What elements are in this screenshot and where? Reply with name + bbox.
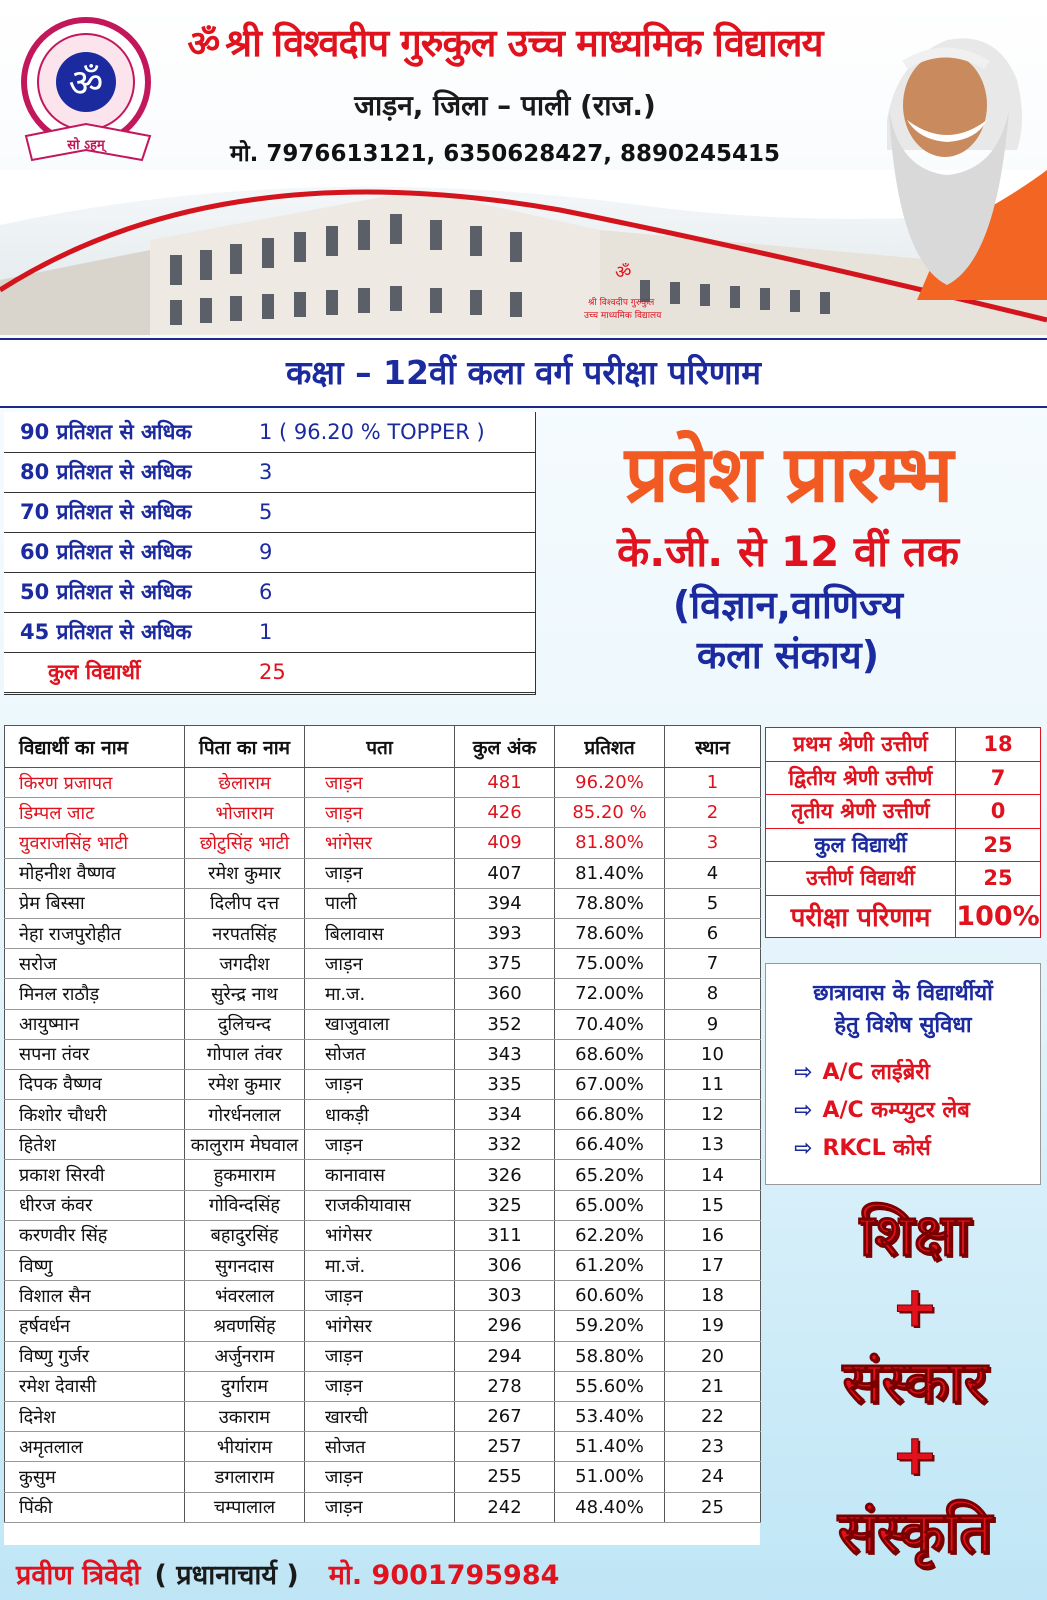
- pct-value: 5: [259, 492, 536, 532]
- father-name: रमेश कुमार: [185, 1069, 305, 1099]
- total-marks: 267: [455, 1401, 555, 1431]
- table-row-total: [4, 652, 536, 692]
- summary-label: परीक्षा परिणाम: [766, 895, 956, 937]
- total-marks: 257: [455, 1432, 555, 1462]
- table-row: [5, 949, 761, 979]
- pct-label: 45 प्रतिशत से अधिक: [4, 612, 259, 652]
- rank: 25: [665, 1492, 761, 1522]
- percentage: 66.80%: [555, 1100, 665, 1130]
- guru-portrait-image: [827, 0, 1047, 300]
- summary-value: 7: [956, 761, 1041, 795]
- percentage: 48.40%: [555, 1492, 665, 1522]
- footer: [16, 1555, 776, 1592]
- admission-faculties-2: कला संकाय): [696, 633, 880, 677]
- student-name: प्रकाश सिरवी: [5, 1160, 185, 1190]
- student-address: जाड़न: [305, 1341, 455, 1371]
- summary-value: 25: [956, 862, 1041, 896]
- student-address: जाड़न: [305, 858, 455, 888]
- table-row: [5, 888, 761, 918]
- table-row: [5, 1251, 761, 1281]
- table-row: [5, 828, 761, 858]
- father-name: दुर्गाराम: [185, 1371, 305, 1401]
- arrow-right-icon: ⇨: [794, 1098, 813, 1123]
- percentage: 58.80%: [555, 1341, 665, 1371]
- summary-row: [766, 862, 1041, 896]
- principal-role: ( प्रधानाचार्य ): [154, 1560, 299, 1591]
- student-name: विष्णु गुर्जर: [5, 1341, 185, 1371]
- table-row: [5, 1492, 761, 1522]
- father-name: छेलाराम: [185, 768, 305, 798]
- student-name: सपना तंवर: [5, 1039, 185, 1069]
- student-name: नेहा राजपुरोहीत: [5, 918, 185, 948]
- hostel-title-1: छात्रावास के विद्यार्थीयों: [813, 981, 993, 1006]
- table-row: [4, 492, 536, 532]
- total-marks: 481: [455, 768, 555, 798]
- list-item: [794, 1054, 1040, 1092]
- principal-phone: मो. 9001795984: [328, 1560, 560, 1591]
- total-marks: 375: [455, 949, 555, 979]
- table-row: [4, 612, 536, 652]
- percentage: 70.40%: [555, 1009, 665, 1039]
- student-address: बिलावास: [305, 918, 455, 948]
- table-row: [4, 532, 536, 572]
- motto-culture: संस्कृति: [837, 1498, 993, 1566]
- student-address: जाड़न: [305, 798, 455, 828]
- rank: 1: [665, 768, 761, 798]
- total-marks: 335: [455, 1069, 555, 1099]
- rank: 20: [665, 1341, 761, 1371]
- rank: 11: [665, 1069, 761, 1099]
- col-marks: कुल अंक: [455, 726, 555, 768]
- father-name: श्रवणसिंह: [185, 1311, 305, 1341]
- summary-value: 100%: [956, 895, 1041, 937]
- percentage: 59.20%: [555, 1311, 665, 1341]
- student-name: किरण प्रजापत: [5, 768, 185, 798]
- school-address: जाड़न, जिला – पाली (राज.): [354, 89, 656, 122]
- pct-label: 50 प्रतिशत से अधिक: [4, 572, 259, 612]
- motto-education: शिक्षा: [859, 1201, 971, 1269]
- student-address: जाड़न: [305, 1069, 455, 1099]
- col-percent: प्रतिशत: [555, 726, 665, 768]
- student-name: सरोज: [5, 949, 185, 979]
- percentage: 62.20%: [555, 1220, 665, 1250]
- student-address: जाड़न: [305, 949, 455, 979]
- total-marks: 360: [455, 979, 555, 1009]
- father-name: कालुराम मेघवाल: [185, 1130, 305, 1160]
- percentage: 96.20%: [555, 768, 665, 798]
- father-name: डगलाराम: [185, 1462, 305, 1492]
- total-marks: 352: [455, 1009, 555, 1039]
- student-name: करणवीर सिंह: [5, 1220, 185, 1250]
- rank: 21: [665, 1371, 761, 1401]
- principal-name: प्रवीण त्रिवेदी: [16, 1560, 141, 1591]
- arrow-right-icon: ⇨: [794, 1136, 813, 1161]
- student-address: भांगेसर: [305, 828, 455, 858]
- plus-icon: +: [891, 1423, 939, 1488]
- motto: [790, 1195, 1040, 1575]
- father-name: सुरेन्द्र नाथ: [185, 979, 305, 1009]
- total-marks: 303: [455, 1281, 555, 1311]
- father-name: भोजाराम: [185, 798, 305, 828]
- student-address: सोजत: [305, 1039, 455, 1069]
- father-name: गोपाल तंवर: [185, 1039, 305, 1069]
- table-row: [5, 1160, 761, 1190]
- total-marks: 394: [455, 888, 555, 918]
- total-marks: 255: [455, 1462, 555, 1492]
- student-name: दिनेश: [5, 1401, 185, 1431]
- total-marks: 325: [455, 1190, 555, 1220]
- school-name: [160, 16, 850, 68]
- student-name: युवराजसिंह भाटी: [5, 828, 185, 858]
- total-marks: 426: [455, 798, 555, 828]
- student-name: विष्णु: [5, 1251, 185, 1281]
- student-name: पिंकी: [5, 1492, 185, 1522]
- summary-label: तृतीय श्रेणी उत्तीर्ण: [766, 795, 956, 829]
- student-name: कुसुम: [5, 1462, 185, 1492]
- percentage: 78.80%: [555, 888, 665, 918]
- pct-value: 6: [259, 572, 536, 612]
- percentage: 78.60%: [555, 918, 665, 948]
- summary-label: उत्तीर्ण विद्यार्थी: [766, 862, 956, 896]
- father-name: सुगनदास: [185, 1251, 305, 1281]
- rank: 4: [665, 858, 761, 888]
- rank: 3: [665, 828, 761, 858]
- total-marks: 334: [455, 1100, 555, 1130]
- student-address: सोजत: [305, 1432, 455, 1462]
- father-name: बहादुरसिंह: [185, 1220, 305, 1250]
- summary-row-result: [766, 895, 1041, 937]
- student-name: हर्षवर्धन: [5, 1311, 185, 1341]
- father-name: छोटुसिंह भाटी: [185, 828, 305, 858]
- percentage: 81.80%: [555, 828, 665, 858]
- list-item: [794, 1130, 1040, 1168]
- rank: 22: [665, 1401, 761, 1431]
- summary-label: द्वितीय श्रेणी उत्तीर्ण: [766, 761, 956, 795]
- summary-label: प्रथम श्रेणी उत्तीर्ण: [766, 728, 956, 762]
- result-title: कक्षा – 12वीं कला वर्ग परीक्षा परिणाम: [0, 338, 1047, 408]
- rank: 13: [665, 1130, 761, 1160]
- pct-value: 3: [259, 452, 536, 492]
- pct-label: 70 प्रतिशत से अधिक: [4, 492, 259, 532]
- student-name: डिम्पल जाट: [5, 798, 185, 828]
- rank: 18: [665, 1281, 761, 1311]
- total-marks: 306: [455, 1251, 555, 1281]
- table-row: [5, 1401, 761, 1431]
- table-row: [5, 798, 761, 828]
- total-marks: 278: [455, 1371, 555, 1401]
- father-name: भीयांराम: [185, 1432, 305, 1462]
- motto-values: संस्कार: [842, 1348, 988, 1416]
- rank: 2: [665, 798, 761, 828]
- father-name: उकाराम: [185, 1401, 305, 1431]
- percentage: 55.60%: [555, 1371, 665, 1401]
- student-address: कानावास: [305, 1160, 455, 1190]
- percentage: 60.60%: [555, 1281, 665, 1311]
- table-row: [4, 452, 536, 492]
- student-address: जाड़न: [305, 1462, 455, 1492]
- student-name: अमृतलाल: [5, 1432, 185, 1462]
- percentage: 66.40%: [555, 1130, 665, 1160]
- table-row: [5, 1311, 761, 1341]
- summary-value: 0: [956, 795, 1041, 829]
- student-name: प्रेम बिस्सा: [5, 888, 185, 918]
- table-row: [5, 918, 761, 948]
- logo-band-text: सो ऽहम्: [67, 138, 105, 153]
- total-marks: 294: [455, 1341, 555, 1371]
- rank: 16: [665, 1220, 761, 1250]
- table-header-row: [5, 726, 761, 768]
- percentage: 68.60%: [555, 1039, 665, 1069]
- father-name: जगदीश: [185, 949, 305, 979]
- plus-icon: +: [891, 1275, 939, 1340]
- pct-value: 25: [259, 652, 536, 692]
- list-item: [794, 1092, 1040, 1130]
- students-table-body: [5, 768, 761, 1523]
- table-row: [5, 1190, 761, 1220]
- total-marks: 393: [455, 918, 555, 948]
- hostel-facilities: [765, 963, 1041, 1185]
- table-row: [5, 1371, 761, 1401]
- header: [0, 0, 1047, 335]
- table-row: [5, 1100, 761, 1130]
- total-marks: 332: [455, 1130, 555, 1160]
- pct-value: 9: [259, 532, 536, 572]
- rank: 17: [665, 1251, 761, 1281]
- pct-label: कुल विद्यार्थी: [4, 652, 259, 692]
- total-marks: 326: [455, 1160, 555, 1190]
- pct-label: 60 प्रतिशत से अधिक: [4, 532, 259, 572]
- percentage: 51.40%: [555, 1432, 665, 1462]
- rank: 14: [665, 1160, 761, 1190]
- table-row: [5, 1462, 761, 1492]
- students-table-container: [4, 725, 760, 1545]
- total-marks: 407: [455, 858, 555, 888]
- table-row: [4, 572, 536, 612]
- student-address: खारची: [305, 1401, 455, 1431]
- percentage: 65.00%: [555, 1190, 665, 1220]
- table-row: [5, 1039, 761, 1069]
- student-address: राजकीयावास: [305, 1190, 455, 1220]
- father-name: गोविन्दसिंह: [185, 1190, 305, 1220]
- percentage: 67.00%: [555, 1069, 665, 1099]
- father-name: चम्पालाल: [185, 1492, 305, 1522]
- pct-label: 90 प्रतिशत से अधिक: [4, 412, 259, 452]
- col-father: पिता का नाम: [185, 726, 305, 768]
- student-name: मिनल राठौड़: [5, 979, 185, 1009]
- admission-title: प्रवेश प्रारम्भ: [624, 430, 952, 520]
- admission-notice: [548, 430, 1028, 680]
- summary-row: [766, 761, 1041, 795]
- rank: 6: [665, 918, 761, 948]
- table-row: [5, 1341, 761, 1371]
- percentage: 51.00%: [555, 1462, 665, 1492]
- pct-value: 1: [259, 612, 536, 652]
- table-row: [5, 979, 761, 1009]
- total-marks: 311: [455, 1220, 555, 1250]
- students-table: [4, 725, 761, 1523]
- rank: 15: [665, 1190, 761, 1220]
- student-name: धीरज कंवर: [5, 1190, 185, 1220]
- student-name: आयुष्मान: [5, 1009, 185, 1039]
- percentage: 75.00%: [555, 949, 665, 979]
- percentage: 61.20%: [555, 1251, 665, 1281]
- summary-row: [766, 728, 1041, 762]
- pct-value: 1 ( 96.20 % TOPPER ): [259, 412, 536, 452]
- percentage: 65.20%: [555, 1160, 665, 1190]
- building-caption-1: श्री विश्वदीप गुरुकुल: [588, 298, 655, 308]
- summary-row: [766, 828, 1041, 862]
- student-name: रमेश देवासी: [5, 1371, 185, 1401]
- admission-faculties-1: (विज्ञान,वाणिज्य: [672, 583, 904, 627]
- school-logo: [18, 16, 158, 164]
- student-address: मा.ज.: [305, 979, 455, 1009]
- student-address: मा.जं.: [305, 1251, 455, 1281]
- student-address: पाली: [305, 888, 455, 918]
- summary-row: [766, 795, 1041, 829]
- student-address: भांगेसर: [305, 1220, 455, 1250]
- student-name: विशाल सैन: [5, 1281, 185, 1311]
- hostel-list: [766, 1054, 1040, 1168]
- percentage: 85.20 %: [555, 798, 665, 828]
- admission-classes: के.जी. से 12 वीं तक: [617, 527, 959, 576]
- student-name: दिपक वैष्णव: [5, 1069, 185, 1099]
- rank: 24: [665, 1462, 761, 1492]
- pct-label: 80 प्रतिशत से अधिक: [4, 452, 259, 492]
- om-icon: ॐ: [187, 24, 220, 65]
- col-address: पता: [305, 726, 455, 768]
- arrow-right-icon: ⇨: [794, 1060, 813, 1085]
- hostel-item-label: A/C लाईब्रेरी: [822, 1060, 930, 1085]
- col-rank: स्थान: [665, 726, 761, 768]
- student-address: खाजुवाला: [305, 1009, 455, 1039]
- rank: 12: [665, 1100, 761, 1130]
- table-row: [5, 858, 761, 888]
- rank: 19: [665, 1311, 761, 1341]
- school-phones: मो. 7976613121, 6350628427, 8890245415: [229, 141, 781, 167]
- student-address: जाड़न: [305, 1130, 455, 1160]
- rank: 10: [665, 1039, 761, 1069]
- student-address: जाड़न: [305, 1281, 455, 1311]
- father-name: दुलिचन्द: [185, 1009, 305, 1039]
- student-address: जाड़न: [305, 1492, 455, 1522]
- total-marks: 296: [455, 1311, 555, 1341]
- hostel-item-label: A/C कम्प्युटर लेब: [822, 1098, 970, 1123]
- table-row: [5, 1130, 761, 1160]
- rank: 9: [665, 1009, 761, 1039]
- summary-value: 25: [956, 828, 1041, 862]
- table-row: [4, 412, 536, 452]
- total-marks: 242: [455, 1492, 555, 1522]
- student-address: जाड़न: [305, 768, 455, 798]
- table-row: [5, 1069, 761, 1099]
- summary-label: कुल विद्यार्थी: [766, 828, 956, 862]
- rank: 23: [665, 1432, 761, 1462]
- father-name: रमेश कुमार: [185, 858, 305, 888]
- rank: 5: [665, 888, 761, 918]
- percentage: 81.40%: [555, 858, 665, 888]
- father-name: हुकमाराम: [185, 1160, 305, 1190]
- percentage: 53.40%: [555, 1401, 665, 1431]
- percent-distribution-table: [4, 412, 536, 693]
- col-name: विद्यार्थी का नाम: [5, 726, 185, 768]
- percentage: 72.00%: [555, 979, 665, 1009]
- hostel-title-2: हेतु विशेष सुविधा: [834, 1013, 972, 1038]
- rank: 7: [665, 949, 761, 979]
- rank: 8: [665, 979, 761, 1009]
- logo-om: ॐ: [68, 61, 104, 105]
- father-name: भंवरलाल: [185, 1281, 305, 1311]
- building-caption-om: ॐ: [615, 262, 632, 283]
- student-name: मोहनीश वैष्णव: [5, 858, 185, 888]
- student-address: धाकड़ी: [305, 1100, 455, 1130]
- hostel-item-label: RKCL कोर्स: [822, 1136, 931, 1161]
- summary-value: 18: [956, 728, 1041, 762]
- father-name: अर्जुनराम: [185, 1341, 305, 1371]
- student-name: हितेश: [5, 1130, 185, 1160]
- student-name: किशोर चौधरी: [5, 1100, 185, 1130]
- table-row: [5, 1281, 761, 1311]
- result-summary-table: [765, 727, 1041, 938]
- total-marks: 343: [455, 1039, 555, 1069]
- father-name: नरपतसिंह: [185, 918, 305, 948]
- table-row: [5, 768, 761, 798]
- table-row: [5, 1009, 761, 1039]
- school-name-text: श्री विश्वदीप गुरुकुल उच्च माध्यमिक विद्यालय: [225, 21, 823, 65]
- student-address: भांगेसर: [305, 1311, 455, 1341]
- student-address: जाड़न: [305, 1371, 455, 1401]
- total-marks: 409: [455, 828, 555, 858]
- table-row: [5, 1220, 761, 1250]
- father-name: दिलीप दत्त: [185, 888, 305, 918]
- building-caption-2: उच्च माध्यमिक विद्यालय: [584, 311, 662, 321]
- table-row: [5, 1432, 761, 1462]
- father-name: गोरर्धनलाल: [185, 1100, 305, 1130]
